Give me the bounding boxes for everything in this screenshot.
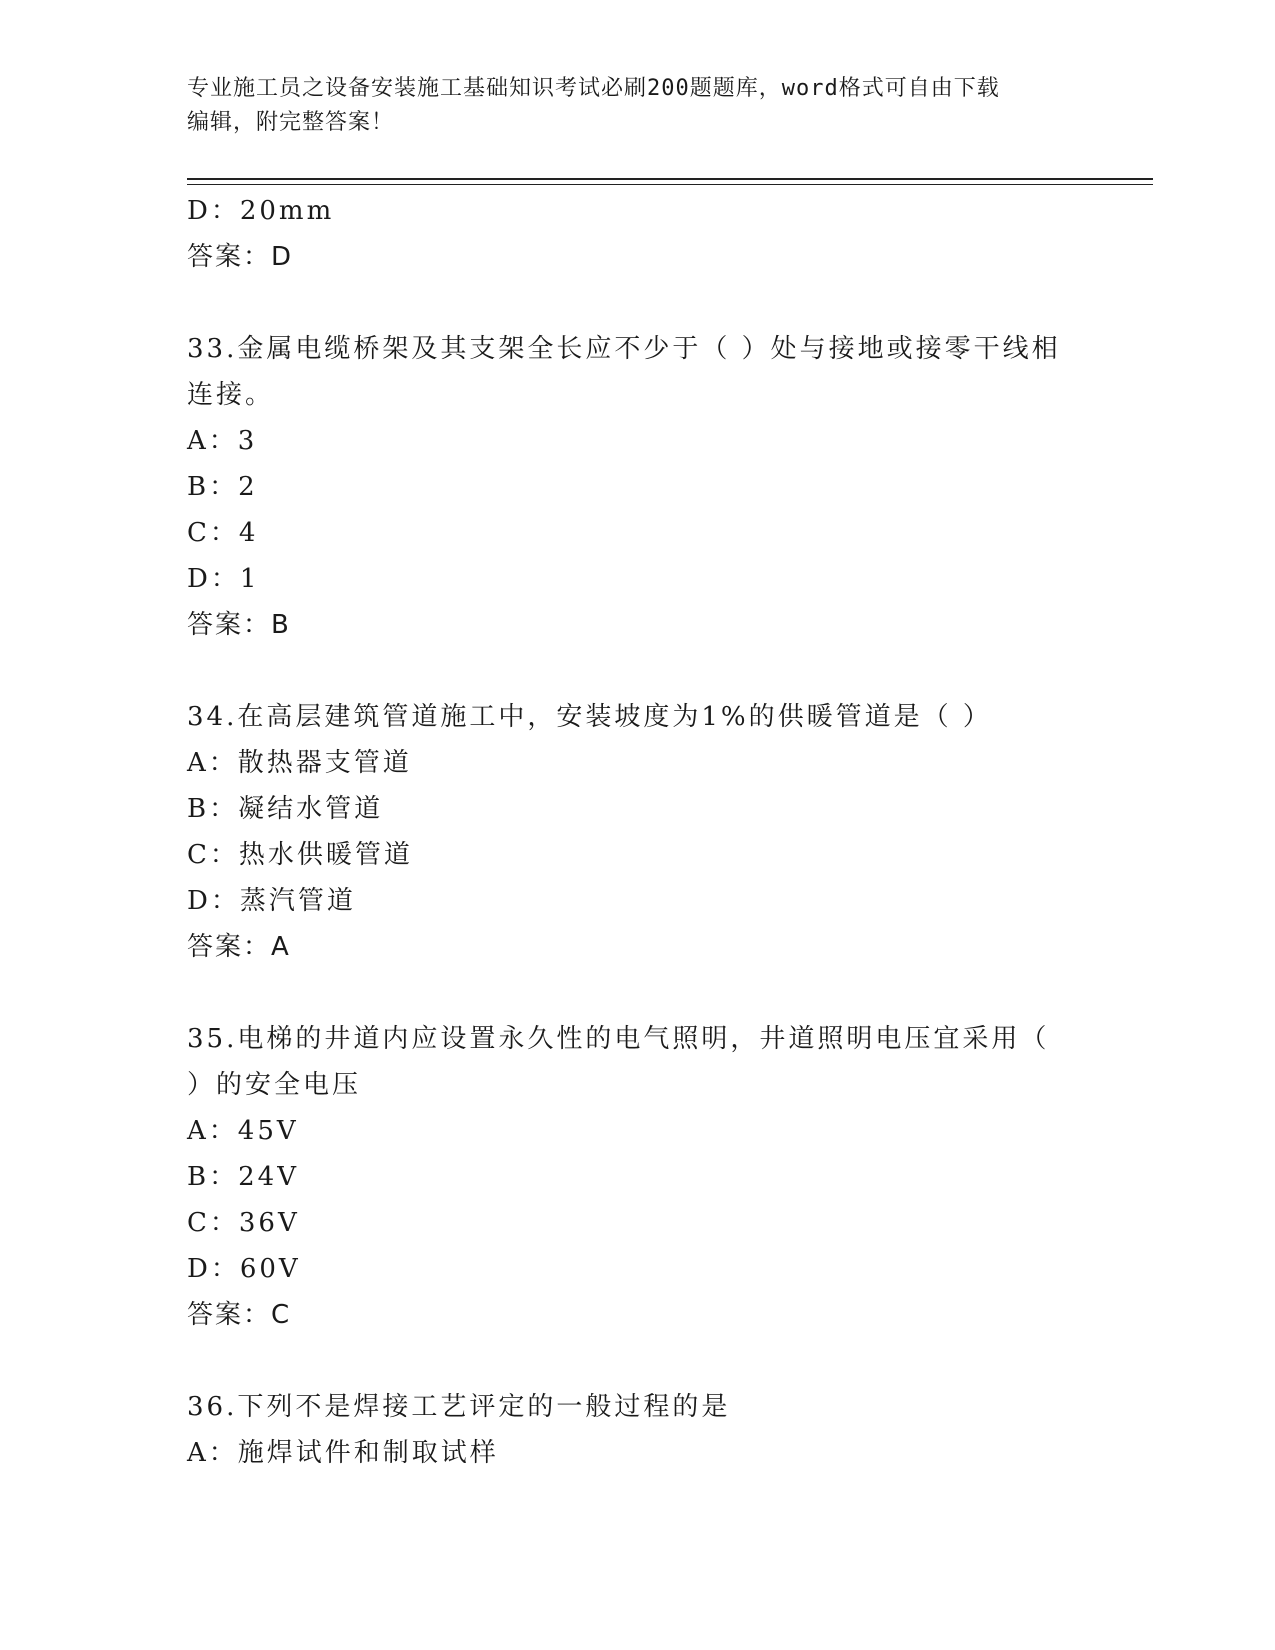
answer: 答案：B xyxy=(187,610,291,640)
header-line-2: 编辑，附完整答案！ xyxy=(187,110,395,135)
document-header xyxy=(187,72,1087,140)
question-32-tail xyxy=(187,188,1087,280)
question-33 xyxy=(187,326,1087,648)
question-stem: 33.金属电缆桥架及其支架全长应不少于（ ）处与接地或接零干线相 xyxy=(187,334,1061,364)
header-divider-thin xyxy=(187,184,1153,185)
option-c: C：热水供暖管道 xyxy=(187,840,413,870)
option-a: A：散热器支管道 xyxy=(187,748,412,778)
option-a: A：45V xyxy=(187,1116,299,1146)
answer: 答案：A xyxy=(187,932,291,962)
option-b: B：2 xyxy=(187,472,258,502)
question-35 xyxy=(187,1016,1087,1338)
question-stem-continued: ）的安全电压 xyxy=(187,1070,362,1100)
option-b: B：凝结水管道 xyxy=(187,794,384,824)
option-d: D：蒸汽管道 xyxy=(187,886,356,916)
question-stem: 36.下列不是焊接工艺评定的一般过程的是 xyxy=(187,1392,731,1422)
question-36 xyxy=(187,1384,1087,1476)
question-stem-continued: 连接。 xyxy=(187,380,275,410)
question-list xyxy=(187,188,1087,1476)
option-a: A：施焊试件和制取试样 xyxy=(187,1438,499,1468)
option-c: C：4 xyxy=(187,518,259,548)
option-d: D：60V xyxy=(187,1254,301,1284)
question-stem: 34.在高层建筑管道施工中，安装坡度为1%的供暖管道是（ ） xyxy=(187,702,992,732)
option-a: A：3 xyxy=(187,426,258,456)
header-line-1: 专业施工员之设备安装施工基础知识考试必刷200题题库，word格式可自由下载 xyxy=(187,76,1000,101)
option-b: B：24V xyxy=(187,1162,299,1192)
spacer xyxy=(187,1338,1087,1384)
answer: 答案：C xyxy=(187,1300,292,1330)
answer: 答案：D xyxy=(187,242,294,272)
spacer xyxy=(187,970,1087,1016)
option-c: C：36V xyxy=(187,1208,300,1238)
spacer xyxy=(187,280,1087,326)
option-d: D：20mm xyxy=(187,196,335,226)
header-divider-thick xyxy=(187,178,1153,180)
question-stem: 35.电梯的井道内应设置永久性的电气照明，井道照明电压宜采用（ xyxy=(187,1024,1050,1054)
spacer xyxy=(187,648,1087,694)
option-d: D：1 xyxy=(187,564,260,594)
question-34 xyxy=(187,694,1087,970)
